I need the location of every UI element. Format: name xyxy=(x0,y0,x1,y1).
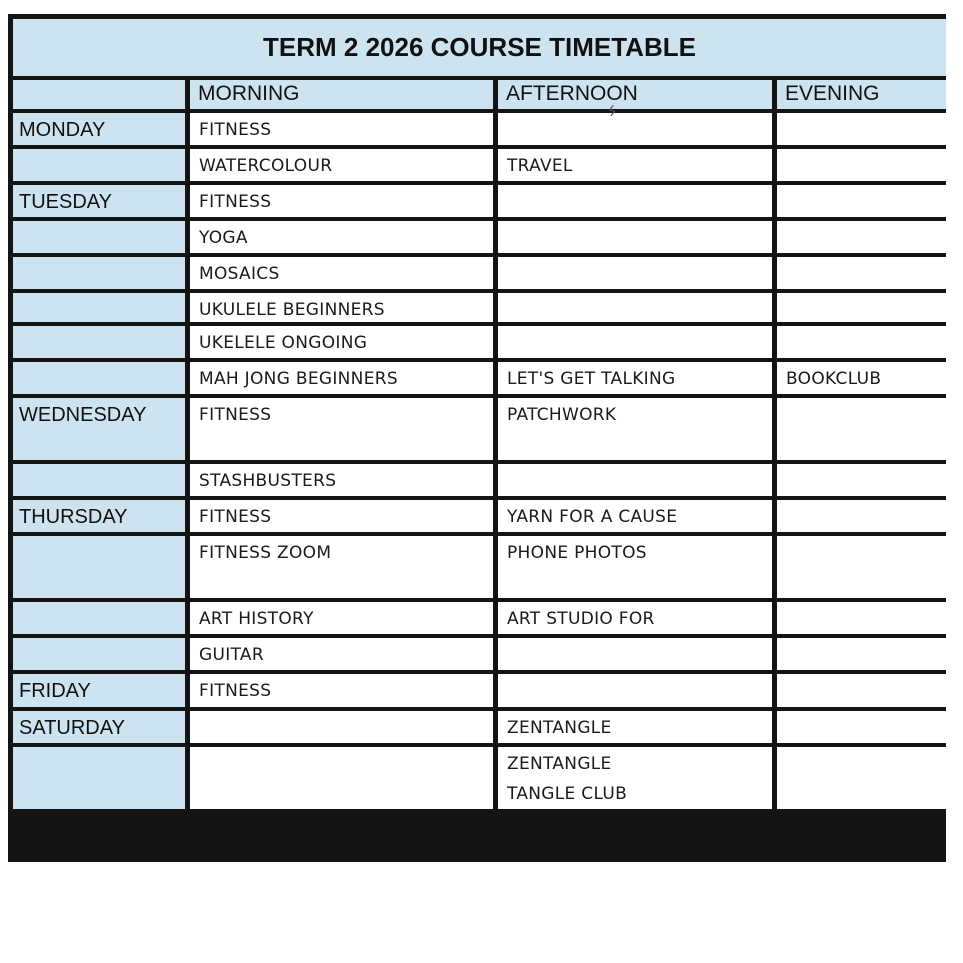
course-cell-morning: GUITAR xyxy=(190,638,493,670)
course-cell-morning: FITNESS xyxy=(190,113,493,145)
course-cell-afternoon xyxy=(498,326,772,358)
course-cell-morning: MAH JONG BEGINNERS xyxy=(190,362,493,394)
course-cell-morning xyxy=(190,747,493,809)
course-cell-afternoon xyxy=(498,257,772,289)
course-cell-afternoon xyxy=(498,638,772,670)
course-cell-evening xyxy=(777,221,946,253)
day-label-continued xyxy=(13,221,185,253)
timetable-grid xyxy=(8,14,946,862)
course-cell-morning: UKULELE BEGINNERS xyxy=(190,293,493,322)
day-label-continued xyxy=(13,747,185,809)
course-cell-morning: FITNESS ZOOM xyxy=(190,536,493,598)
course-cell-evening xyxy=(777,674,946,707)
pen-mark: ϟ xyxy=(604,102,619,122)
course-cell-evening xyxy=(777,257,946,289)
course-cell-morning: STASHBUSTERS xyxy=(190,464,493,496)
course-cell-morning: MOSAICS xyxy=(190,257,493,289)
course-cell-evening xyxy=(777,500,946,532)
day-label-thursday: THURSDAY xyxy=(13,500,185,532)
course-cell-morning: FITNESS xyxy=(190,674,493,707)
course-cell-afternoon xyxy=(498,464,772,496)
course-cell-afternoon xyxy=(498,221,772,253)
header-morning: MORNING xyxy=(190,80,493,109)
course-cell-evening xyxy=(777,326,946,358)
day-label-monday: MONDAY xyxy=(13,113,185,145)
course-cell-afternoon: ART STUDIO FOR xyxy=(498,602,772,634)
course-cell-afternoon xyxy=(498,185,772,217)
day-label-continued xyxy=(13,257,185,289)
course-cell-afternoon: PATCHWORK xyxy=(498,398,772,460)
course-cell-afternoon: ZENTANGLE TANGLE CLUB xyxy=(498,747,772,809)
course-cell-afternoon xyxy=(498,293,772,322)
course-cell-morning: ART HISTORY xyxy=(190,602,493,634)
course-cell-morning: UKELELE ONGOING xyxy=(190,326,493,358)
course-cell-afternoon xyxy=(498,674,772,707)
header-afternoon: AFTERNOON xyxy=(498,80,772,109)
course-cell-morning: FITNESS xyxy=(190,500,493,532)
course-cell-evening xyxy=(777,113,946,145)
day-label-continued xyxy=(13,536,185,598)
day-label-continued xyxy=(13,464,185,496)
course-cell-evening xyxy=(777,149,946,181)
day-label-continued xyxy=(13,362,185,394)
day-label-continued xyxy=(13,326,185,358)
course-cell-afternoon: YARN FOR A CAUSE xyxy=(498,500,772,532)
course-cell-evening xyxy=(777,638,946,670)
course-cell-evening xyxy=(777,536,946,598)
course-cell-afternoon: LET'S GET TALKING xyxy=(498,362,772,394)
timetable-title: TERM 2 2026 COURSE TIMETABLE xyxy=(13,19,946,76)
day-label-continued xyxy=(13,638,185,670)
day-label-continued xyxy=(13,149,185,181)
day-label-wednesday: WEDNESDAY xyxy=(13,398,185,460)
course-cell-morning: WATERCOLOUR xyxy=(190,149,493,181)
course-cell-morning: FITNESS xyxy=(190,398,493,460)
header-evening: EVENING xyxy=(777,80,946,109)
course-cell-afternoon: ZENTANGLE xyxy=(498,711,772,743)
course-cell-evening xyxy=(777,293,946,322)
course-cell-morning xyxy=(190,711,493,743)
day-label-tuesday: TUESDAY xyxy=(13,185,185,217)
day-label-saturday: SATURDAY xyxy=(13,711,185,743)
course-cell-evening xyxy=(777,711,946,743)
day-label-friday: FRIDAY xyxy=(13,674,185,707)
course-cell-afternoon xyxy=(498,113,772,145)
header-corner xyxy=(13,80,185,109)
course-cell-morning: FITNESS xyxy=(190,185,493,217)
course-cell-evening: BOOKCLUB xyxy=(777,362,946,394)
course-cell-morning: YOGA xyxy=(190,221,493,253)
course-cell-afternoon: TRAVEL xyxy=(498,149,772,181)
course-cell-evening xyxy=(777,398,946,460)
day-label-continued xyxy=(13,293,185,322)
course-cell-evening xyxy=(777,747,946,809)
course-cell-evening xyxy=(777,602,946,634)
course-cell-afternoon: PHONE PHOTOS xyxy=(498,536,772,598)
course-cell-evening xyxy=(777,464,946,496)
day-label-continued xyxy=(13,602,185,634)
course-cell-evening xyxy=(777,185,946,217)
